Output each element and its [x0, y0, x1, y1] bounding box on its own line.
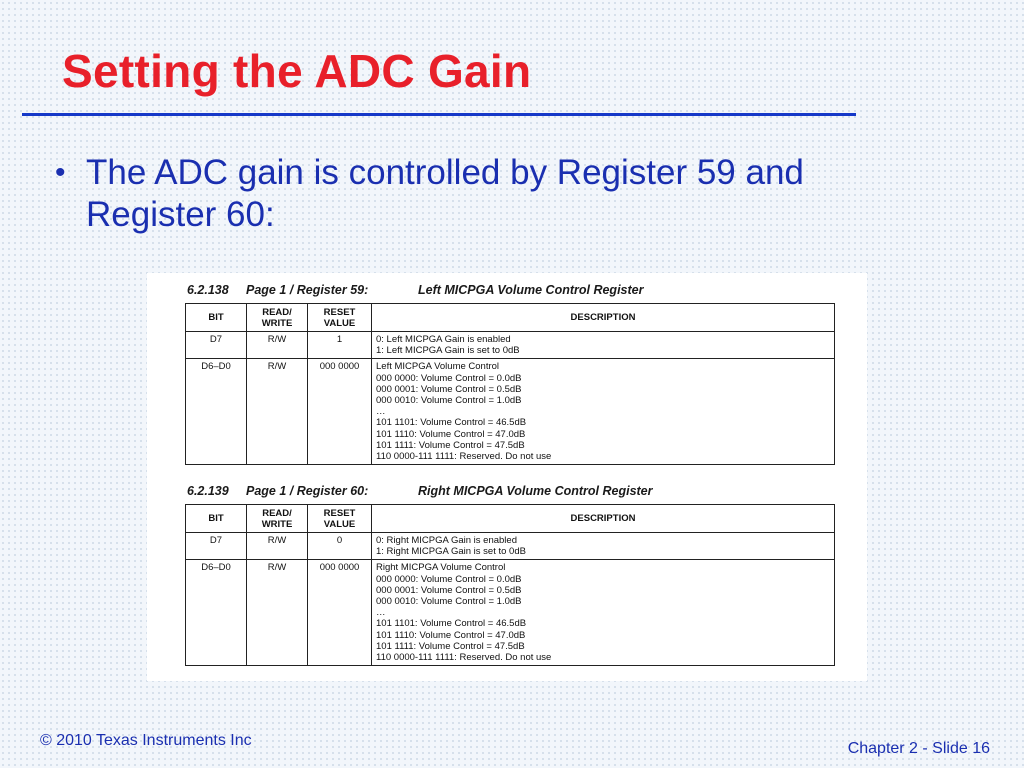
cell-description: Left MICPGA Volume Control 000 0000: Volume Control = 0.0dB 000 0001: Volume Control = 0.5dB 000 0010: Volume Control = 1.0dB … 101 1101: Volume Control = 46.5dB 101 1110: Volume Control = 47.0dB 101 1111: Volume Control = 47.5dB 110 0000-111 1111: Reserved. Do not use: [372, 359, 835, 465]
header-description: DESCRIPTION: [372, 505, 835, 533]
register-60-table: [185, 504, 835, 666]
table-row: [186, 560, 835, 666]
cell-read-write: R/W: [247, 560, 308, 666]
header-reset-value: RESET VALUE: [308, 304, 372, 332]
cell-description: Right MICPGA Volume Control 000 0000: Volume Control = 0.0dB 000 0001: Volume Control = 0.5dB 000 0010: Volume Control = 1.0dB … 101 1101: Volume Control = 46.5dB 101 1110: Volume Control = 47.0dB 101 1111: Volume Control = 47.5dB 110 0000-111 1111: Reserved. Do not use: [372, 560, 835, 666]
table-header-row: [186, 304, 835, 332]
bullet-icon: •: [55, 156, 66, 189]
header-bit: BIT: [186, 505, 247, 533]
register-section-number: 6.2.139: [187, 484, 229, 498]
cell-reset-value: 000 0000: [308, 359, 372, 465]
cell-description: 0: Left MICPGA Gain is enabled 1: Left MICPGA Gain is set to 0dB: [372, 332, 835, 359]
register-59-table: [185, 303, 835, 465]
register-page: Page 1 / Register 60:: [246, 484, 369, 498]
cell-description: 0: Right MICPGA Gain is enabled 1: Right MICPGA Gain is set to 0dB: [372, 533, 835, 560]
bullet-text: The ADC gain is controlled by Register 59 and Register 60:: [86, 153, 804, 234]
header-description: DESCRIPTION: [372, 304, 835, 332]
header-read-write: READ/ WRITE: [247, 304, 308, 332]
register-page: Page 1 / Register 59:: [246, 283, 369, 297]
register-59-heading: [187, 283, 643, 297]
register-name: Right MICPGA Volume Control Register: [418, 484, 653, 498]
header-read-write: READ/ WRITE: [247, 505, 308, 533]
cell-reset-value: 1: [308, 332, 372, 359]
cell-read-write: R/W: [247, 332, 308, 359]
cell-bit: D7: [186, 533, 247, 560]
register-60-heading: [187, 484, 653, 498]
table-row: [186, 359, 835, 465]
cell-bit: D6–D0: [186, 560, 247, 666]
title-underline: [22, 113, 856, 116]
register-name: Left MICPGA Volume Control Register: [418, 283, 644, 297]
cell-bit: D7: [186, 332, 247, 359]
register-figure: [147, 273, 867, 681]
table-row: [186, 332, 835, 359]
header-bit: BIT: [186, 304, 247, 332]
cell-bit: D6–D0: [186, 359, 247, 465]
cell-reset-value: 0: [308, 533, 372, 560]
copyright-notice: © 2010 Texas Instruments Inc: [40, 732, 252, 749]
register-section-number: 6.2.138: [187, 283, 229, 297]
cell-reset-value: 000 0000: [308, 560, 372, 666]
cell-read-write: R/W: [247, 359, 308, 465]
table-row: [186, 533, 835, 560]
slide-number: Chapter 2 - Slide 16: [847, 740, 990, 757]
header-reset-value: RESET VALUE: [308, 505, 372, 533]
slide-title: Setting the ADC Gain: [62, 45, 532, 97]
cell-read-write: R/W: [247, 533, 308, 560]
table-header-row: [186, 505, 835, 533]
